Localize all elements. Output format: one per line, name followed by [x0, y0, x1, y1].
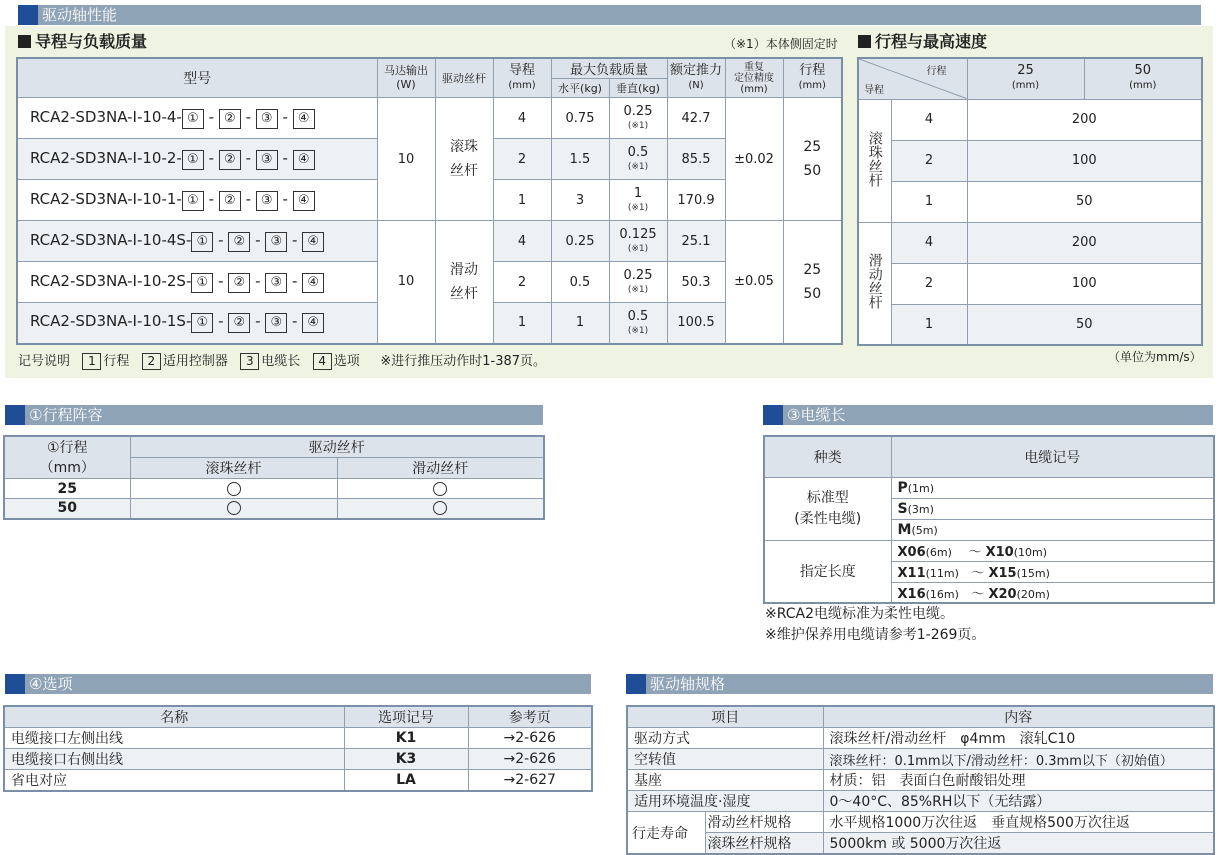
option-page-link[interactable]: →2-626 — [468, 749, 592, 770]
lead-cell: 2 — [891, 140, 967, 181]
section-marker — [5, 405, 25, 425]
group-label-ball: 滚珠丝杆 — [858, 99, 891, 222]
legend-box: 4 — [313, 353, 332, 370]
speed-title-text: 行程与最高速度 — [875, 32, 988, 51]
section-title: ③电缆长 — [787, 406, 846, 424]
available-mark — [337, 499, 544, 519]
speed-cell: 100 — [967, 263, 1202, 304]
section-title: ④选项 — [29, 675, 73, 693]
legend-label: 电缆长 — [261, 354, 301, 369]
option-name: 电缆接口右侧出线 — [4, 749, 344, 770]
specs-table — [626, 705, 1215, 855]
spec-item: 空转值 — [627, 749, 823, 770]
option-code: LA — [344, 770, 468, 792]
screw-cell: 滚珠 丝杆 — [435, 98, 493, 221]
lead-cell: 2 — [891, 263, 967, 304]
speed-title — [858, 32, 987, 52]
option-code-header: 选项记号 — [344, 706, 468, 728]
lead-cell: 4 — [493, 221, 551, 262]
option-page-header: 参考页 — [468, 706, 592, 728]
horizontal-cell: 1.5 — [551, 139, 609, 180]
cable-table — [763, 435, 1215, 604]
horizontal-cell: 1 — [551, 303, 609, 344]
stroke-cell: 25 50 — [783, 221, 842, 344]
lead-cell: 1 — [891, 304, 967, 345]
thrust-cell: 42.7 — [667, 98, 725, 139]
model-cell: RCA2-SD3NA-I-10-4- ① - ② - ③ - ④ — [17, 98, 377, 139]
section-marker — [18, 5, 38, 25]
legend-label: 选项 — [333, 354, 360, 369]
accuracy-cell: ±0.02 — [725, 98, 783, 221]
cable-code: M(5m) — [891, 519, 1214, 540]
lead-cell: 1 — [493, 303, 551, 344]
option-name: 省电对应 — [4, 770, 344, 792]
speed-cell: 200 — [967, 222, 1202, 263]
speed-cell: 100 — [967, 140, 1202, 181]
cable-code-header: 电缆记号 — [891, 436, 1214, 477]
corner-top-label: 行程 — [926, 66, 947, 77]
vertical-cell: 0.25 (※1) — [609, 98, 667, 139]
horizontal-cell: 0.25 — [551, 221, 609, 262]
col-screw: 驱动丝杆 — [435, 58, 493, 98]
section-marker — [5, 674, 25, 694]
stroke-value: 50 — [4, 499, 130, 519]
section-marker — [763, 405, 783, 425]
lead-cell: 2 — [493, 139, 551, 180]
stroke-lineup-table — [3, 435, 545, 520]
spec-content: 滚珠丝杆：0.1mm以下/滑动丝杆：0.3mm以下（初始值） — [823, 749, 1214, 770]
cable-range: X16(16m) ～ X20(20m) — [891, 582, 1214, 603]
spec-content: 材质：铝 表面白色耐酸铝处理 — [823, 770, 1214, 791]
motor-cell: 10 — [377, 98, 435, 221]
circle-icon — [433, 482, 447, 496]
vertical-cell: 1 (※1) — [609, 180, 667, 221]
stroke-25-header: 25 (mm) — [967, 58, 1084, 99]
available-mark — [130, 499, 337, 519]
lead-load-table — [16, 57, 843, 345]
model-cell: RCA2-SD3NA-I-10-4S- ① - ② - ③ - ④ — [17, 221, 377, 262]
legend-prefix: 记号说明 — [18, 354, 71, 369]
motor-cell: 10 — [377, 221, 435, 344]
speed-cell: 50 — [967, 181, 1202, 222]
section-title: ①行程阵容 — [29, 406, 103, 424]
group-label-slide: 滑动丝杆 — [858, 222, 891, 345]
circle-icon — [433, 501, 447, 515]
screw-header: 驱动丝杆 — [130, 436, 544, 458]
section-header-cable — [763, 405, 1213, 425]
spec-content: 水平规格1000万次往返 垂直规格500万次往返 — [823, 812, 1214, 833]
spec-item: 适用环境温度·湿度 — [627, 791, 823, 812]
cable-note: ※维护保养用电缆请参考1-269页。 — [765, 627, 986, 643]
option-code: K3 — [344, 749, 468, 770]
option-page-link[interactable]: →2-626 — [468, 728, 592, 749]
thrust-cell: 170.9 — [667, 180, 725, 221]
col-lead: 导程 (mm) — [493, 58, 551, 98]
spec-item-life: 行走寿命 — [627, 812, 705, 855]
section-header-specs — [626, 674, 1213, 694]
lead-cell: 4 — [891, 222, 967, 263]
lead-cell: 1 — [891, 181, 967, 222]
lead-load-title — [18, 32, 147, 52]
option-page-link[interactable]: →2-627 — [468, 770, 592, 792]
legend-note: ※进行推压动作时1-387页。 — [380, 354, 547, 369]
spec-subitem: 滑动丝杆规格 — [705, 812, 823, 833]
spec-item-header: 项目 — [627, 706, 823, 728]
available-mark — [337, 479, 544, 499]
circle-icon — [227, 501, 241, 515]
legend-box: 2 — [142, 353, 161, 370]
ball-screw-header: 滚珠丝杆 — [130, 458, 337, 479]
col-stroke: 行程 (mm) — [783, 58, 842, 98]
section-header-performance — [18, 5, 1201, 25]
stroke-50-header: 50 (mm) — [1084, 58, 1202, 99]
speed-unit-note: （单位为mm/s） — [1108, 350, 1202, 364]
section-title: 驱动轴规格 — [650, 675, 726, 693]
model-cell: RCA2-SD3NA-I-10-2- ① - ② - ③ - ④ — [17, 139, 377, 180]
specified-type: 指定长度 — [764, 540, 891, 603]
section-marker — [626, 674, 646, 694]
accuracy-cell: ±0.05 — [725, 221, 783, 344]
section-title: 驱动轴性能 — [42, 6, 118, 24]
corner-bottom-label: 导程 — [864, 84, 884, 96]
spec-item: 驱动方式 — [627, 728, 823, 749]
col-max-load: 最大负载质量 — [551, 58, 667, 79]
cable-code: P(1m) — [891, 477, 1214, 498]
col-thrust: 额定推力 (N) — [667, 58, 725, 98]
lead-cell: 2 — [493, 262, 551, 303]
legend-label: 适用控制器 — [162, 354, 228, 369]
square-bullet-icon — [18, 35, 31, 48]
horizontal-cell: 3 — [551, 180, 609, 221]
spec-content-header: 内容 — [823, 706, 1214, 728]
screw-cell: 滑动 丝杆 — [435, 221, 493, 344]
thrust-cell: 85.5 — [667, 139, 725, 180]
thrust-cell: 25.1 — [667, 221, 725, 262]
standard-type: 标准型 (柔性电缆) — [764, 477, 891, 540]
model-cell: RCA2-SD3NA-I-10-1- ① - ② - ③ - ④ — [17, 180, 377, 221]
section-header-options — [5, 674, 591, 694]
option-code: K1 — [344, 728, 468, 749]
horizontal-cell: 0.5 — [551, 262, 609, 303]
speed-cell: 50 — [967, 304, 1202, 345]
cable-range: X11(11m) ～ X15(15m) — [891, 561, 1214, 582]
legend-label: 行程 — [103, 354, 130, 369]
spec-subitem: 滚珠丝杆规格 — [705, 833, 823, 855]
col-model: 型号 — [17, 58, 377, 98]
lead-cell: 4 — [493, 98, 551, 139]
stroke-cell: 25 50 — [783, 98, 842, 221]
vertical-cell: 0.125 (※1) — [609, 221, 667, 262]
vertical-cell: 0.5 (※1) — [609, 303, 667, 344]
thrust-cell: 50.3 — [667, 262, 725, 303]
slide-screw-header: 滑动丝杆 — [337, 458, 544, 479]
square-bullet-icon — [858, 35, 871, 48]
horizontal-cell: 0.75 — [551, 98, 609, 139]
cable-code: S(3m) — [891, 498, 1214, 519]
stroke-value: 25 — [4, 479, 130, 499]
spec-content: 5000km 或 5000万次往返 — [823, 833, 1214, 855]
spec-content: 滚珠丝杆/滑动丝杆 φ4mm 滚轧C10 — [823, 728, 1214, 749]
stroke-header: ①行程 （mm） — [4, 436, 130, 479]
vertical-cell: 0.5 (※1) — [609, 139, 667, 180]
options-table — [3, 705, 593, 792]
col-horizontal: 水平(kg) — [551, 79, 609, 98]
legend-box: 3 — [240, 353, 259, 370]
speed-table — [857, 57, 1203, 346]
model-cell: RCA2-SD3NA-I-10-1S- ① - ② - ③ - ④ — [17, 303, 377, 344]
lead-cell: 1 — [493, 180, 551, 221]
legend-line — [18, 353, 546, 371]
section-header-stroke — [5, 405, 543, 425]
spec-item: 基座 — [627, 770, 823, 791]
spec-content: 0～40°C、85%RH以下（无结露） — [823, 791, 1214, 812]
available-mark — [130, 479, 337, 499]
cable-note: ※RCA2电缆标准为柔性电缆。 — [765, 606, 955, 622]
legend-box: 1 — [82, 353, 101, 370]
model-cell: RCA2-SD3NA-I-10-2S- ① - ② - ③ - ④ — [17, 262, 377, 303]
vertical-cell: 0.25 (※1) — [609, 262, 667, 303]
col-accuracy: 重复 定位精度 (mm) — [725, 58, 783, 98]
fixed-note: （※1）本体侧固定时 — [724, 37, 838, 51]
option-name: 电缆接口左侧出线 — [4, 728, 344, 749]
col-motor: 马达输出 (W) — [377, 58, 435, 98]
cable-type-header: 种类 — [764, 436, 891, 477]
col-vertical: 垂直(kg) — [609, 79, 667, 98]
lead-cell: 4 — [891, 99, 967, 140]
cable-range: X06(6m) ～ X10(10m) — [891, 540, 1214, 561]
thrust-cell: 100.5 — [667, 303, 725, 344]
speed-cell: 200 — [967, 99, 1202, 140]
speed-corner — [858, 58, 967, 99]
option-name-header: 名称 — [4, 706, 344, 728]
lead-load-title-text: 导程与负载质量 — [35, 32, 148, 51]
circle-icon — [227, 482, 241, 496]
